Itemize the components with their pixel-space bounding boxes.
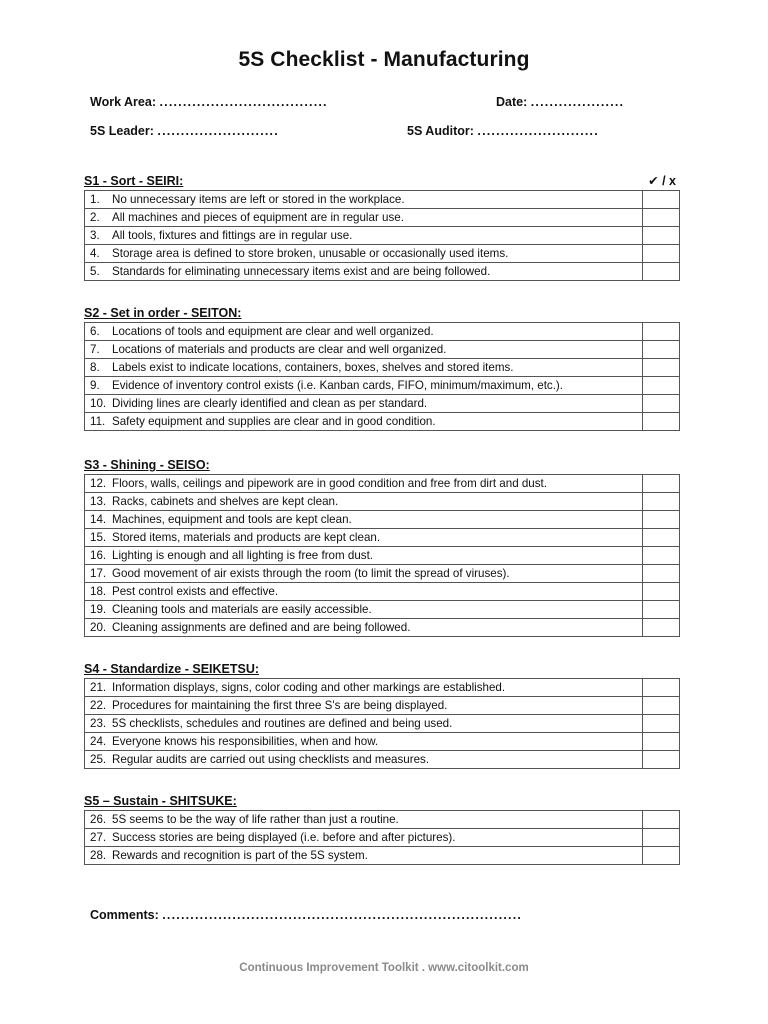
- item-text: Pest control exists and effective.: [112, 585, 279, 598]
- footer-text: Continuous Improvement Toolkit . www.citoolkit.com: [239, 962, 529, 974]
- checklist-table: [84, 810, 680, 865]
- checklist-item: [85, 377, 643, 395]
- check-box[interactable]: [643, 619, 680, 637]
- item-text: Standards for eliminating unnecessary items exist and are being followed.: [112, 265, 491, 278]
- item-text: Lighting is enough and all lighting is free from dust.: [112, 549, 374, 562]
- checklist-item: [85, 227, 643, 245]
- checklist-item: [85, 359, 643, 377]
- check-box[interactable]: [643, 733, 680, 751]
- checklist-row: [85, 395, 680, 413]
- check-box[interactable]: [643, 493, 680, 511]
- check-box[interactable]: [643, 227, 680, 245]
- check-box[interactable]: [643, 583, 680, 601]
- checklist-row: [85, 475, 680, 493]
- comments-label: Comments:: [90, 908, 159, 922]
- item-text: Regular audits are carried out using checklists and measures.: [112, 753, 430, 766]
- checklist-row: [85, 583, 680, 601]
- item-number: 15.: [90, 531, 107, 544]
- checklist-row: [85, 209, 680, 227]
- checklist-row: [85, 619, 680, 637]
- checklist-row: [85, 341, 680, 359]
- item-text: Cleaning tools and materials are easily accessible.: [112, 603, 372, 616]
- checklist-item: [85, 245, 643, 263]
- checklist-row: [85, 359, 680, 377]
- work-area-field[interactable]: [90, 95, 328, 109]
- item-number: 11.: [90, 415, 106, 428]
- item-number: 23.: [90, 717, 107, 730]
- checklist-row: [85, 715, 680, 733]
- item-text: Rewards and recognition is part of the 5S system.: [112, 849, 368, 862]
- checklist-row: [85, 323, 680, 341]
- item-number: 10.: [90, 397, 107, 410]
- item-text: Racks, cabinets and shelves are kept clean.: [112, 495, 339, 508]
- check-box[interactable]: [643, 715, 680, 733]
- item-number: 1.: [90, 193, 100, 206]
- checklist-row: [85, 529, 680, 547]
- checklist-item: [85, 547, 643, 565]
- section-title: S3 - Shining - SEISO:: [84, 458, 210, 472]
- section-title: S1 - Sort - SEIRI:: [84, 174, 184, 188]
- check-box[interactable]: [643, 697, 680, 715]
- item-text: Cleaning assignments are defined and are being followed.: [112, 621, 411, 634]
- item-number: 28.: [90, 849, 107, 862]
- checklist-item: [85, 395, 643, 413]
- checklist-row: [85, 511, 680, 529]
- checklist-row: [85, 601, 680, 619]
- date-dots: ....................: [530, 95, 625, 109]
- item-number: 5.: [90, 265, 100, 278]
- checklist-row: [85, 697, 680, 715]
- check-box[interactable]: [643, 565, 680, 583]
- checklist-row: [85, 829, 680, 847]
- check-box[interactable]: [643, 475, 680, 493]
- checklist-item: [85, 475, 643, 493]
- auditor-field[interactable]: [407, 124, 599, 138]
- item-text: All tools, fixtures and fittings are in regular use.: [112, 229, 353, 242]
- checklist-item: [85, 323, 643, 341]
- check-box[interactable]: [643, 359, 680, 377]
- check-box[interactable]: [643, 511, 680, 529]
- checklist-item: [85, 511, 643, 529]
- checklist-item: [85, 829, 643, 847]
- item-number: 6.: [90, 325, 100, 338]
- item-text: Procedures for maintaining the first three S's are being displayed.: [112, 699, 448, 712]
- item-text: Locations of tools and equipment are clear and well organized.: [112, 325, 434, 338]
- checklist-item: [85, 263, 643, 281]
- section-sort: [84, 172, 680, 281]
- checklist-item: [85, 209, 643, 227]
- checklist-row: [85, 377, 680, 395]
- checklist-item: [85, 341, 643, 359]
- item-number: 17.: [90, 567, 107, 580]
- item-text: 5S seems to be the way of life rather than just a routine.: [112, 813, 399, 826]
- item-text: Machines, equipment and tools are kept clean.: [112, 513, 352, 526]
- item-text: No unnecessary items are left or stored in the workplace.: [112, 193, 405, 206]
- checklist-item: [85, 715, 643, 733]
- check-box[interactable]: [643, 245, 680, 263]
- leader-dots: ..........................: [157, 124, 279, 138]
- item-number: 24.: [90, 735, 107, 748]
- item-text: Success stories are being displayed (i.e. before and after pictures).: [112, 831, 456, 844]
- item-text: 5S checklists, schedules and routines are defined and being used.: [112, 717, 453, 730]
- item-text: All machines and pieces of equipment are in regular use.: [112, 211, 404, 224]
- section-shining: [84, 456, 680, 637]
- checklist-row: [85, 493, 680, 511]
- checklist-table: [84, 322, 680, 431]
- checklist-item: [85, 565, 643, 583]
- item-number: 19.: [90, 603, 107, 616]
- check-box[interactable]: [643, 751, 680, 769]
- section-sustain: [84, 792, 680, 865]
- auditor-dots: ..........................: [477, 124, 599, 138]
- checklist-item: [85, 413, 643, 431]
- checklist-table: [84, 678, 680, 769]
- checklist-row: [85, 245, 680, 263]
- check-box[interactable]: [643, 323, 680, 341]
- check-box[interactable]: [643, 679, 680, 697]
- date-field[interactable]: [496, 95, 624, 109]
- item-text: Storage area is defined to store broken, unusable or occasionally used items.: [112, 247, 509, 260]
- checklist-row: [85, 751, 680, 769]
- section-title: S2 - Set in order - SEITON:: [84, 306, 242, 320]
- item-number: 26.: [90, 813, 107, 826]
- check-box[interactable]: [643, 377, 680, 395]
- item-number: 8.: [90, 361, 100, 374]
- checklist-item: [85, 751, 643, 769]
- check-box[interactable]: [643, 413, 680, 431]
- item-number: 20.: [90, 621, 107, 634]
- item-text: Good movement of air exists through the room (to limit the spread of viruses).: [112, 567, 510, 580]
- item-number: 7.: [90, 343, 100, 356]
- item-number: 14.: [90, 513, 107, 526]
- date-label: Date:: [496, 95, 528, 109]
- checklist-row: [85, 733, 680, 751]
- checklist-row: [85, 811, 680, 829]
- section-title: S5 – Sustain - SHITSUKE:: [84, 794, 237, 808]
- item-text: Stored items, materials and products are kept clean.: [112, 531, 381, 544]
- checklist-table: [84, 474, 680, 637]
- check-box[interactable]: [643, 191, 680, 209]
- checklist-table: [84, 190, 680, 281]
- check-box[interactable]: [643, 829, 680, 847]
- checklist-item: [85, 811, 643, 829]
- check-box[interactable]: [643, 601, 680, 619]
- checklist-item: [85, 493, 643, 511]
- comments-dots: .............................................................................: [162, 908, 523, 922]
- item-text: Locations of materials and products are clear and well organized.: [112, 343, 447, 356]
- checklist-row: [85, 263, 680, 281]
- checklist-item: [85, 847, 643, 865]
- checklist-row: [85, 847, 680, 865]
- comments-field[interactable]: [90, 908, 522, 922]
- checklist-row: [85, 547, 680, 565]
- item-text: Dividing lines are clearly identified and clean as per standard.: [112, 397, 428, 410]
- item-number: 27.: [90, 831, 107, 844]
- leader-label: 5S Leader:: [90, 124, 154, 138]
- checklist-row: [85, 413, 680, 431]
- item-number: 21.: [90, 681, 107, 694]
- item-number: 18.: [90, 585, 107, 598]
- check-box[interactable]: [643, 811, 680, 829]
- check-box[interactable]: [643, 529, 680, 547]
- item-number: 2.: [90, 211, 100, 224]
- checklist-row: [85, 227, 680, 245]
- item-number: 9.: [90, 379, 100, 392]
- item-text: Everyone knows his responsibilities, when and how.: [112, 735, 379, 748]
- checklist-item: [85, 191, 643, 209]
- check-box[interactable]: [643, 209, 680, 227]
- item-text: Safety equipment and supplies are clear and in good condition.: [112, 415, 436, 428]
- checklist-item: [85, 679, 643, 697]
- leader-field[interactable]: [90, 124, 279, 138]
- section-set-in-order: [84, 304, 680, 431]
- item-text: Evidence of inventory control exists (i.e. Kanban cards, FIFO, minimum/maximum, etc.).: [112, 379, 564, 392]
- page-title: 5S Checklist - Manufacturing: [238, 48, 530, 71]
- checklist-item: [85, 529, 643, 547]
- auditor-label: 5S Auditor:: [407, 124, 474, 138]
- checklist-row: [85, 679, 680, 697]
- checklist-item: [85, 619, 643, 637]
- section-title: S4 - Standardize - SEIKETSU:: [84, 662, 260, 676]
- check-box[interactable]: [643, 263, 680, 281]
- checklist-item: [85, 601, 643, 619]
- item-text: Information displays, signs, color coding and other markings are established.: [112, 681, 506, 694]
- item-number: 16.: [90, 549, 107, 562]
- checklist-item: [85, 583, 643, 601]
- item-number: 3.: [90, 229, 100, 242]
- check-box[interactable]: [643, 395, 680, 413]
- section-standardize: [84, 660, 680, 769]
- checklist-row: [85, 565, 680, 583]
- work-area-dots: ....................................: [159, 95, 328, 109]
- checklist-row: [85, 191, 680, 209]
- item-number: 22.: [90, 699, 107, 712]
- check-column-header: ✔ / x: [648, 174, 676, 188]
- item-number: 12.: [90, 477, 107, 490]
- checklist-item: [85, 733, 643, 751]
- item-number: 25.: [90, 753, 107, 766]
- item-text: Floors, walls, ceilings and pipework are in good condition and free from dirt and dust.: [112, 477, 547, 490]
- check-box[interactable]: [643, 341, 680, 359]
- work-area-label: Work Area:: [90, 95, 156, 109]
- check-box[interactable]: [643, 547, 680, 565]
- check-box[interactable]: [643, 847, 680, 865]
- checklist-item: [85, 697, 643, 715]
- item-number: 4.: [90, 247, 100, 260]
- item-number: 13.: [90, 495, 107, 508]
- item-text: Labels exist to indicate locations, containers, boxes, shelves and stored items.: [112, 361, 514, 374]
